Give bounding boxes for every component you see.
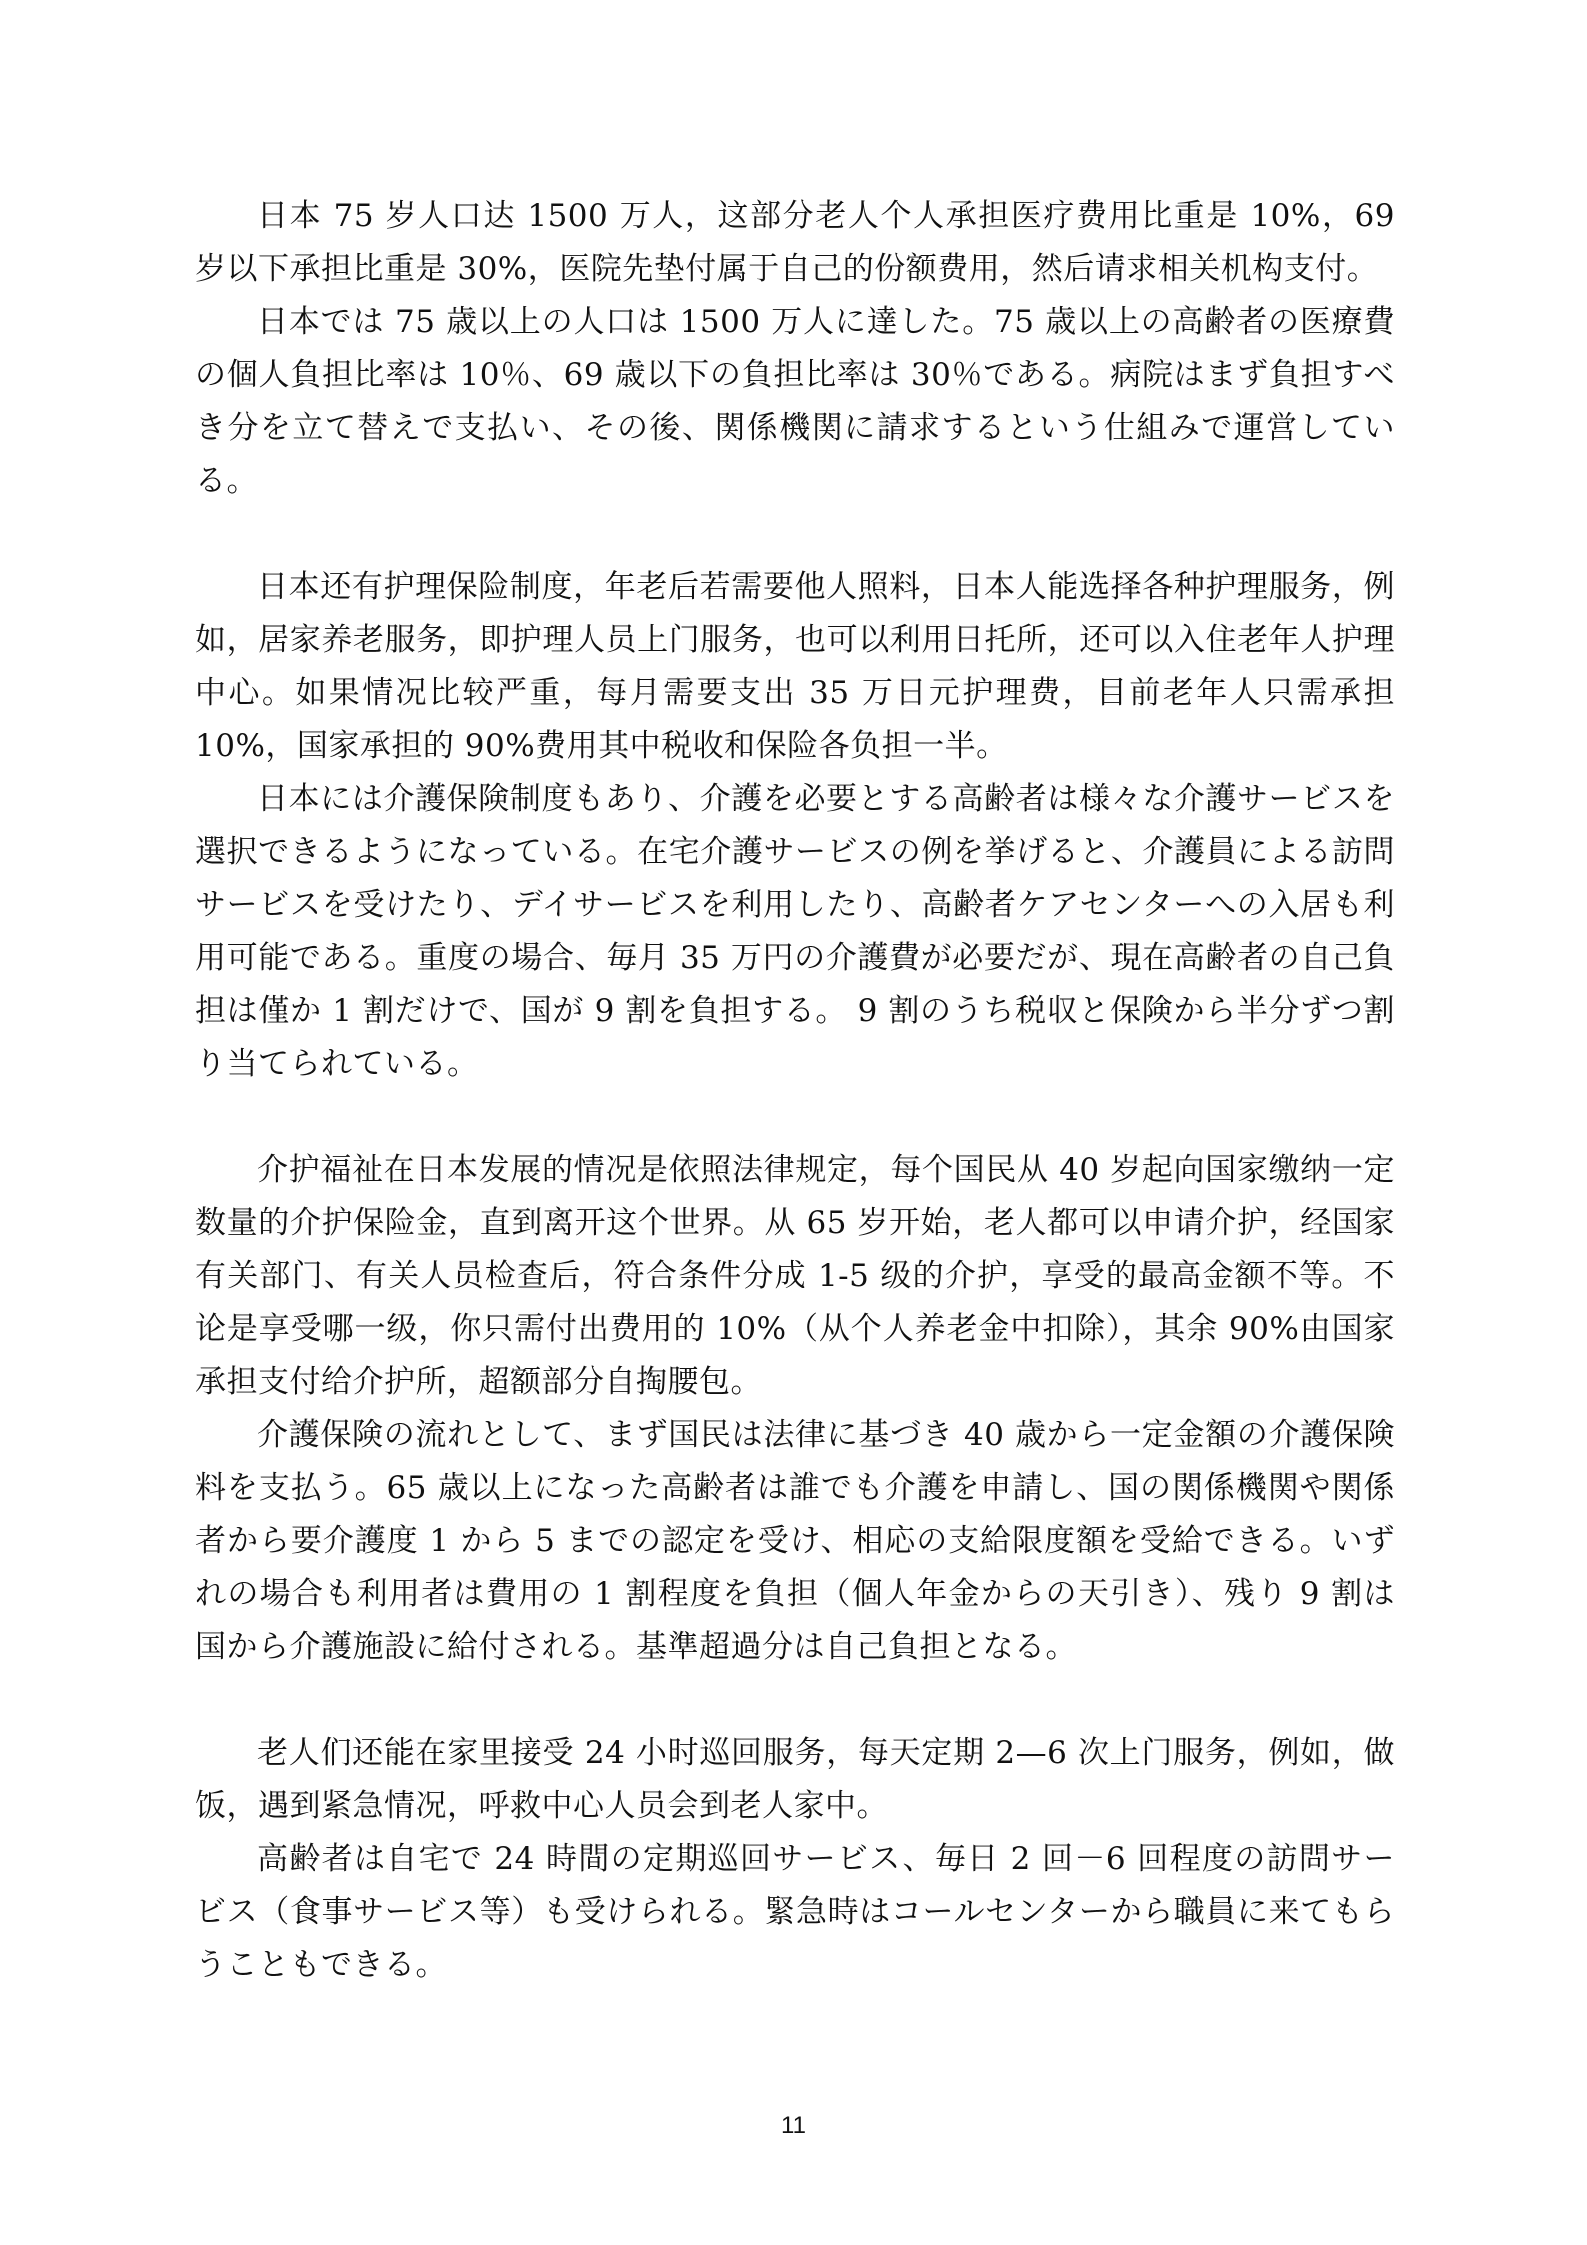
page-number: 11 xyxy=(781,2112,806,2139)
paragraph-care-welfare-ja: 介護保険の流れとして、まず国民は法律に基づき 40 歳から一定金額の介護保険料を支払う。65 歳以上になった高齢者は誰でも介護を申請し、国の関係機関や関係者から要介護度 1 から 5 までの認定を受け、相応の支給限度額を受給できる。いずれの場合も利用者は費用の 1 割程度を負担（個人年金からの天引き）、残り 9 割は国から介護施設に給付される。基準超過分は自己負担となる。 xyxy=(195,1417,1395,1665)
paragraph-care-insurance-zh: 日本还有护理保险制度，年老后若需要他人照料，日本人能选择各种护理服务，例如，居家养老服务，即护理人员上门服务，也可以利用日托所，还可以入住老年人护理中心。如果情况比较严重，每月需要支出 35 万日元护理费，目前老年人只需承担 10%，国家承担的 90%费用其中税收和保险各负担一半。 xyxy=(195,569,1406,764)
paragraph-gap xyxy=(195,508,1395,561)
paragraph-home-service-zh: 老人们还能在家里接受 24 小时巡回服务，每天定期 2—6 次上门服务，例如，做饭，遇到紧急情况，呼救中心人员会到老人家中。 xyxy=(195,1735,1395,1824)
paragraph-medical-cost-zh: 日本 75 岁人口达 1500 万人，这部分老人个人承担医疗费用比重是 10%，69 岁以下承担比重是 30%，医院先垫付属于自己的份额费用，然后请求相关机构支付。 xyxy=(195,198,1406,287)
paragraph-home-service-ja: 高齢者は自宅で 24 時間の定期巡回サービス、毎日 2 回－6 回程度の訪問サービス（食事サービス等）も受けられる。緊急時はコールセンターから職員に来てもらうこともできる。 xyxy=(195,1841,1395,1983)
paragraph-care-insurance-ja: 日本には介護保険制度もあり、介護を必要とする高齢者は様々な介護サービスを選択できるようになっている。在宅介護サービスの例を挙げると、介護員による訪問サービスを受けたり、デイサービスを利用したり、高齢者ケアセンターへの入居も利用可能である。重度の場合、毎月 35 万円の介護費が必要だが、現在高齢者の自己負担は僅か 1 割だけで、国が 9 割を負担する。 9 割のうち税収と保険から半分ずつ割り当てられている。 xyxy=(195,781,1395,1082)
paragraph-care-welfare-zh: 介护福祉在日本发展的情况是依照法律规定，每个国民从 40 岁起向国家缴纳一定数量的介护保险金，直到离开这个世界。从 65 岁开始，老人都可以申请介护，经国家有关部门、有关人员检查后，符合条件分成 1-5 级的介护，享受的最高金额不等。不论是享受哪一级，你只需付出费用的 10%（从个人养老金中扣除），其余 90%由国家承担支付给介护所，超额部分自掏腰包。 xyxy=(195,1152,1395,1400)
paragraph-gap xyxy=(195,1091,1395,1144)
page-body xyxy=(195,190,1406,1992)
paragraph-medical-cost-ja: 日本では 75 歳以上の人口は 1500 万人に達した。75 歳以上の高齢者の医療費の個人負担比率は 10％、69 歳以下の負担比率は 30％である。病院はまず負担すべき分を立て替えで支払い、その後、関係機関に請求するという仕組みで運営している。 xyxy=(195,304,1395,499)
paragraph-gap xyxy=(195,1674,1395,1727)
